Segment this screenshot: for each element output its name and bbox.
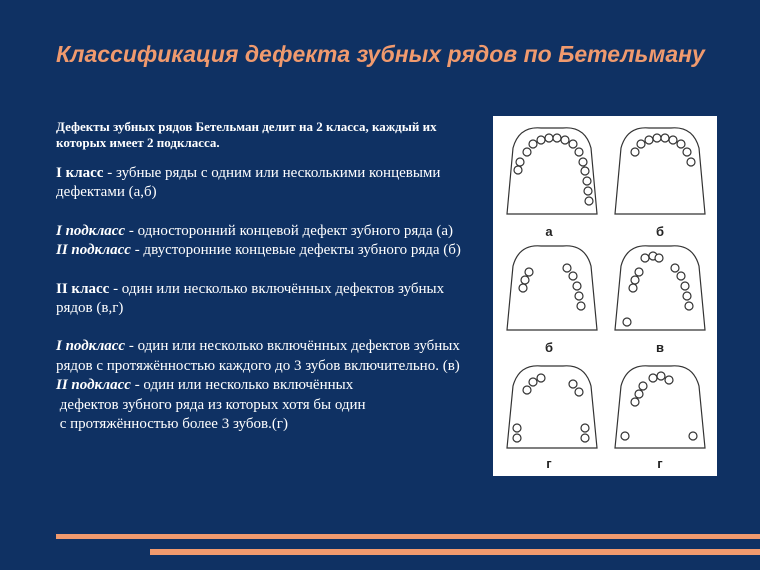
label-b-1: б [655, 224, 665, 239]
class2-sub2-text: - один или несколько включённых [130, 377, 354, 394]
class2-sub1-text: - один или несколько включённых дефектов зубных рядов с протяжённостью каждого до 3 зубов включительно. (в) [56, 338, 460, 374]
class2-sub1-paragraph [56, 337, 476, 376]
class1-sub1-paragraph [56, 222, 476, 241]
class2-sub1-label: I подкласс [56, 338, 126, 355]
dental-arch-diagrams [493, 116, 717, 476]
class1-sub2-text: - двусторонние концевые дефекты зубного ряда (б) [130, 242, 461, 259]
label-v: в [656, 340, 664, 355]
arch-diagram-g-left [507, 366, 597, 448]
arch-diagram-g-right [615, 366, 705, 448]
arch-diagram-a [507, 128, 597, 214]
class2-paragraph [56, 280, 476, 319]
label-g-2: г [657, 456, 663, 471]
slide-title: Классификация дефекта зубных рядов по Бетельману [56, 41, 705, 67]
arch-diagram-b-middle [507, 246, 597, 330]
class2-sub2-paragraph [56, 376, 476, 395]
label-a: а [545, 224, 553, 239]
class1-sub1-label: I подкласс [56, 222, 126, 239]
class2-sub2-label: II подкласс [56, 377, 131, 394]
classification-text [56, 164, 476, 434]
class1-text: - зубные ряды с одним или несколькими концевыми дефектами (а,б) [56, 165, 441, 201]
label-g-1: г [546, 456, 552, 471]
dental-arch-svg [493, 116, 717, 476]
class1-label: I класс [56, 165, 104, 181]
label-b-2: б [544, 340, 554, 355]
class1-sub2-label: II подкласс [56, 242, 131, 259]
arch-diagram-v [615, 246, 705, 330]
class2-sub2-line3: с протяжённостью более 3 зубов.(г) [56, 416, 288, 433]
arch-diagram-b-top [615, 128, 705, 214]
class2-text: - один или несколько включённых дефектов зубных рядов (в,г) [56, 280, 445, 317]
class2-label: II класс [56, 280, 110, 297]
class1-sub2-paragraph [56, 241, 476, 260]
accent-bar-top [56, 534, 760, 539]
class1-paragraph [56, 164, 476, 203]
class2-sub2-line2: дефектов зубного ряда из которых хотя бы один [56, 396, 366, 413]
class1-sub1-text: - односторонний концевой дефект зубного ряда (а) [125, 222, 453, 239]
accent-bar-bottom [150, 549, 760, 555]
intro-text: Дефекты зубных рядов Бетельман делит на 2 класса, каждый их которых имеет 2 подкласса. [56, 119, 437, 150]
